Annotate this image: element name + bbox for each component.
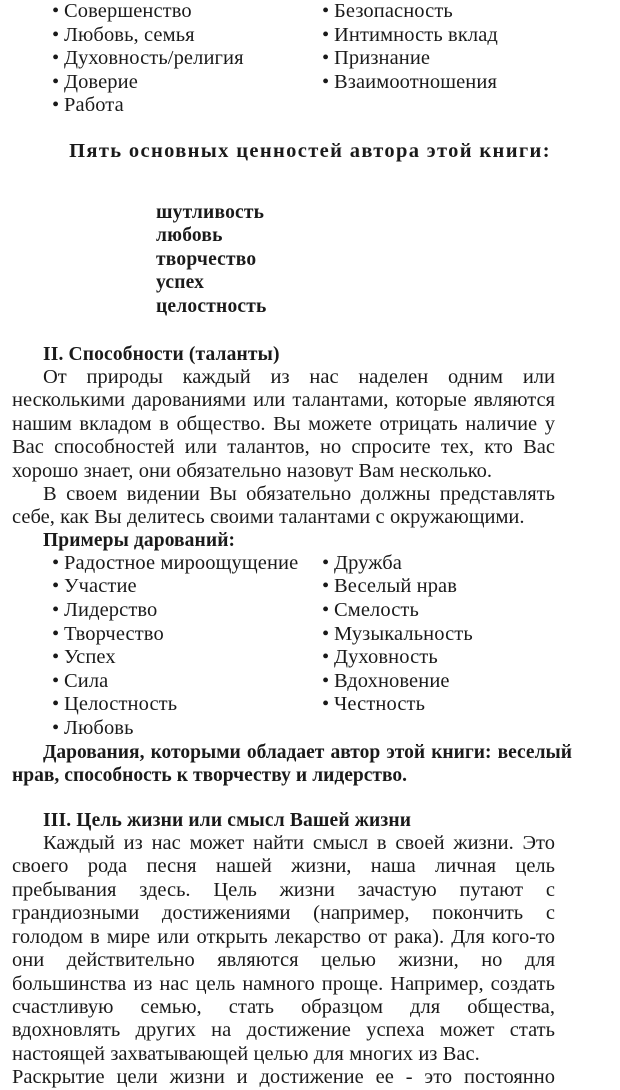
spacer (0, 163, 620, 201)
list-item-label: Лидерство (64, 599, 158, 622)
list-item-label: Взаимоотношения (334, 70, 497, 93)
bullet-icon: • (52, 646, 60, 669)
list-item-label: Духовность (334, 646, 438, 669)
list-item (322, 575, 473, 599)
bullet-icon: • (52, 599, 60, 622)
bullet-icon: • (322, 47, 330, 70)
list-item-label: Совершенство (64, 0, 192, 22)
list-item (322, 646, 473, 670)
list-item-label: Работа (64, 94, 124, 117)
list-item (52, 693, 298, 717)
values-bullet-column-left (52, 0, 244, 118)
list-item-label: Творчество (64, 622, 164, 645)
values-bullet-columns (0, 0, 620, 117)
author-value-item: шутливость (156, 202, 265, 223)
list-item (52, 623, 298, 647)
bullet-icon: • (322, 575, 330, 598)
list-item-label: Безопасность (334, 0, 453, 22)
list-item-label: Доверие (64, 70, 138, 93)
list-item (52, 94, 244, 118)
bullet-icon: • (52, 717, 60, 740)
list-item (52, 47, 244, 71)
examples-heading: Примеры дарований: (43, 529, 236, 551)
list-item-label: Признание (334, 47, 431, 70)
bullet-icon: • (322, 23, 330, 46)
list-item-label: Духовность/религия (64, 47, 244, 70)
spacer (0, 318, 620, 344)
bullet-icon: • (52, 622, 60, 645)
section-two-paragraph-2: В своем видении Вы обязательно должны представлять себе, как Вы делитесь своими талантами с окружающими. (12, 483, 555, 529)
values-bullet-column-right (322, 0, 498, 94)
bullet-icon: • (52, 94, 60, 117)
list-item (52, 24, 244, 48)
bullet-icon: • (322, 551, 330, 574)
bullet-icon: • (52, 551, 60, 574)
list-item-label: Успех (64, 646, 116, 669)
list-item (52, 552, 298, 576)
author-value-item: любовь (156, 225, 223, 247)
list-item (322, 71, 498, 95)
list-item (52, 717, 298, 741)
author-values-list (0, 201, 620, 318)
list-item (322, 670, 473, 694)
list-item-label: Дружба (334, 551, 402, 574)
list-item (322, 24, 498, 48)
talents-bullet-columns (0, 552, 620, 741)
bullet-icon: • (52, 47, 60, 70)
bullet-icon: • (322, 693, 330, 716)
list-item (52, 0, 244, 24)
section-two-heading: II. Способности (таланты) (43, 344, 280, 366)
list-item-label: Радостное мироощущение (64, 551, 299, 574)
list-item-label: Любовь, семья (64, 23, 195, 46)
bullet-icon: • (322, 0, 330, 22)
list-item (322, 552, 473, 576)
bullet-icon: • (52, 693, 60, 716)
bullet-icon: • (322, 70, 330, 93)
list-item (322, 0, 498, 24)
bullet-icon: • (52, 70, 60, 93)
bullet-icon: • (52, 23, 60, 46)
list-item (322, 623, 473, 647)
list-item-label: Вдохновение (334, 669, 450, 692)
bullet-icon: • (322, 599, 330, 622)
author-value-item: целостность (156, 295, 267, 317)
list-item-label: Интимность вклад (334, 23, 498, 46)
list-item-label: Любовь (64, 717, 134, 740)
list-item-label: Честность (334, 693, 426, 716)
author-value-item: творчество (156, 248, 257, 270)
author-gifts-statement: Дарования, которыми обладает автор этой книги: веселый нрав, способность к творчеству и лидерство. (12, 741, 572, 787)
bullet-icon: • (322, 669, 330, 692)
list-item (322, 599, 473, 623)
list-item-label: Сила (64, 669, 109, 692)
section-two-paragraph-1: От природы каждый из нас наделен одним или несколькими дарованиями или талантами, которые являются нашим вкладом в общество. Вы можете отрицать наличие у Вас способностей или талантов, но спросите тех, кто Вас хорошо знает, они обязательно назовут Вам несколько. (12, 366, 555, 482)
spacer (0, 788, 620, 810)
talents-bullet-column-left (52, 552, 298, 741)
list-item (322, 693, 473, 717)
list-item (322, 47, 498, 71)
list-item-label: Веселый нрав (334, 575, 458, 598)
bullet-icon: • (322, 646, 330, 669)
bullet-icon: • (52, 575, 60, 598)
list-item (52, 599, 298, 623)
list-item-label: Музыкальность (334, 622, 473, 645)
section-three-paragraph-1: Каждый из нас может найти смысл в своей жизни. Это своего рода песня нашей жизни, наша личная цель пребывания здесь. Цель жизни зачастую путают с грандиозными достижениями (например, покончить с голодом в мире или открыть лекарство от рака). Для кого-то они действительно являются целью жизни, но для большинства из нас цель намного проще. Например, создать счастливую семью, стать образцом для общества, вдохновлять других на достижение успеха может стать настоящей захватывающей целью для многих из Вас. (12, 832, 555, 1065)
list-item-label: Участие (64, 575, 137, 598)
bullet-icon: • (52, 669, 60, 692)
list-item (52, 575, 298, 599)
list-item (52, 646, 298, 670)
list-item-label: Целостность (64, 693, 178, 716)
list-item (52, 71, 244, 95)
bullet-icon: • (322, 622, 330, 645)
author-value-item: успех (156, 272, 205, 294)
list-item-label: Смелость (334, 599, 419, 622)
section-three-heading: III. Цель жизни или смысл Вашей жизни (43, 810, 412, 832)
list-item (52, 670, 298, 694)
author-values-heading: Пять основных ценностей автора этой книги: (69, 140, 551, 162)
bullet-icon: • (52, 0, 60, 22)
section-three-paragraph-2-truncated: Раскрытие цели жизни и достижение ее - это постоянно (12, 1066, 555, 1089)
talents-bullet-column-right (322, 552, 473, 717)
